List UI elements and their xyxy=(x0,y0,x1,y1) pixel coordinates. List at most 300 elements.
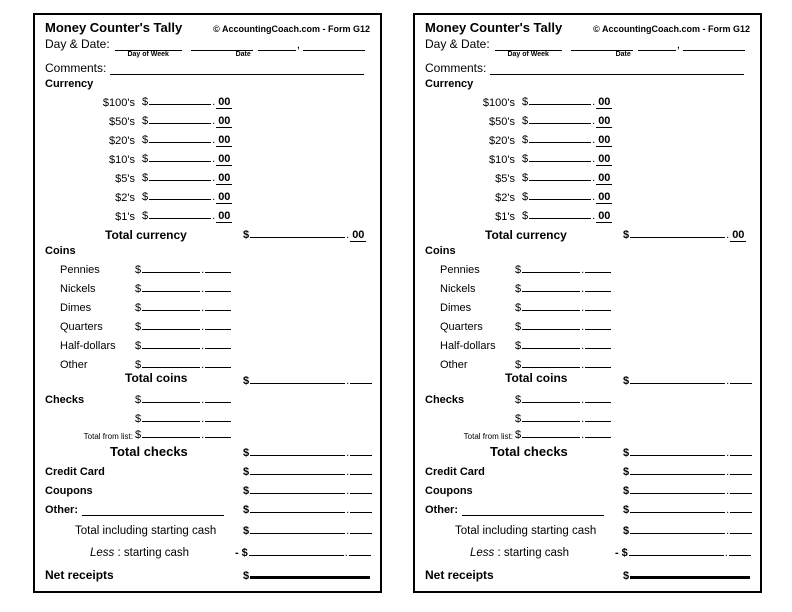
decimal-point: . xyxy=(201,302,205,314)
fixed-cents: 00 xyxy=(598,153,611,165)
amount-blank[interactable] xyxy=(142,426,200,438)
amount-blank[interactable] xyxy=(142,356,200,368)
amount-field xyxy=(522,131,612,147)
date-month-field[interactable] xyxy=(571,38,633,51)
dollar-sign: $ xyxy=(142,210,149,222)
amount-blank[interactable] xyxy=(529,150,591,162)
checks-header-label: Checks xyxy=(425,394,465,406)
amount-field xyxy=(142,150,232,166)
coins-row-quarters xyxy=(423,317,752,336)
amount-field xyxy=(522,188,612,204)
date-field-group xyxy=(571,38,676,58)
amount-field xyxy=(515,299,611,314)
fixed-cents: 00 xyxy=(218,134,231,146)
currency-row-1s xyxy=(43,207,372,226)
amount-blank[interactable] xyxy=(630,565,750,579)
comments-row xyxy=(45,61,372,78)
amount-field xyxy=(515,280,611,295)
denomination-label: $50's xyxy=(109,116,135,128)
fixed-cents: 00 xyxy=(598,115,611,127)
coupons-row xyxy=(43,481,372,500)
cents-blank[interactable] xyxy=(349,544,371,556)
total-coins-label: Total coins xyxy=(505,371,568,385)
fixed-cents: 00 xyxy=(218,172,231,184)
amount-field xyxy=(142,93,232,109)
decimal-point: . xyxy=(212,134,216,146)
dollar-sign: $ xyxy=(243,447,250,459)
amount-blank[interactable] xyxy=(630,463,725,475)
cents-blank[interactable] xyxy=(350,522,372,534)
currency-row-2s xyxy=(43,188,372,207)
cents-blank[interactable] xyxy=(730,501,752,513)
comments-field[interactable] xyxy=(110,62,364,75)
amount-blank[interactable] xyxy=(142,280,200,292)
amount-field xyxy=(522,93,612,109)
dollar-sign: $ xyxy=(135,340,142,352)
cents-blank[interactable] xyxy=(205,261,231,273)
denomination-label: $1's xyxy=(495,211,515,223)
amount-blank[interactable] xyxy=(630,444,725,456)
cents-blank[interactable] xyxy=(205,299,231,311)
day-date-row xyxy=(425,33,752,61)
amount-blank[interactable] xyxy=(629,544,724,556)
total-including-label: Total including starting cash xyxy=(75,525,217,537)
currency-row-20s xyxy=(43,131,372,150)
coins-section-header xyxy=(45,245,372,260)
dollar-sign: $ xyxy=(515,340,522,352)
amount-field xyxy=(142,169,232,185)
decimal-point: . xyxy=(581,359,585,371)
total-coins-amount xyxy=(243,372,372,387)
amount-blank[interactable] xyxy=(630,372,725,384)
date-month-field[interactable] xyxy=(191,38,253,51)
decimal-point: . xyxy=(592,172,596,184)
credit-card-row xyxy=(423,462,752,481)
coupons-label: Coupons xyxy=(45,485,93,497)
dollar-sign: $ xyxy=(522,96,529,108)
amount-field xyxy=(142,207,232,223)
dollar-sign: $ xyxy=(243,525,250,537)
amount-field xyxy=(135,356,231,371)
dollar-sign: $ xyxy=(623,447,630,459)
currency-row-5s xyxy=(423,169,752,188)
cents-blank[interactable] xyxy=(729,544,751,556)
other-description-field[interactable] xyxy=(82,504,224,516)
currency-row-1s xyxy=(423,207,752,226)
dollar-sign: $ xyxy=(142,172,149,184)
dollar-sign: $ xyxy=(142,134,149,146)
amount-field xyxy=(135,426,231,441)
currency-row-50s xyxy=(43,112,372,131)
amount-blank[interactable] xyxy=(250,522,345,534)
dollar-sign: $ xyxy=(135,321,142,333)
amount-blank[interactable] xyxy=(522,280,580,292)
coin-label: Half-dollars xyxy=(60,340,116,352)
dollar-sign: $ xyxy=(623,466,630,478)
cents-blank[interactable] xyxy=(585,261,611,273)
total-from-list-label: Total from list: xyxy=(463,432,513,441)
amount-blank[interactable] xyxy=(142,410,200,422)
total-currency-label: Total currency xyxy=(105,228,187,242)
cents-blank[interactable] xyxy=(205,337,231,349)
cents-blank[interactable] xyxy=(205,280,231,292)
decimal-point: . xyxy=(212,210,216,222)
amount-field xyxy=(142,188,232,204)
amount-field xyxy=(522,169,612,185)
comma: , xyxy=(676,37,681,51)
fixed-cents: 00 xyxy=(218,115,231,127)
amount-blank[interactable] xyxy=(250,482,345,494)
amount-field xyxy=(515,391,611,406)
decimal-point: . xyxy=(212,115,216,127)
decimal-point: . xyxy=(201,359,205,371)
decimal-point: . xyxy=(212,191,216,203)
cents-blank[interactable] xyxy=(730,463,752,475)
amount-blank[interactable] xyxy=(250,565,370,579)
amount-blank[interactable] xyxy=(529,93,591,105)
cents-blank[interactable] xyxy=(205,426,231,438)
currency-row-20s xyxy=(423,131,752,150)
day-date-label: Day & Date: xyxy=(425,37,490,51)
total-including-label: Total including starting cash xyxy=(455,525,597,537)
decimal-point: . xyxy=(592,191,596,203)
amount-blank[interactable] xyxy=(522,261,580,273)
decimal-point: . xyxy=(726,375,730,387)
decimal-point: . xyxy=(581,283,585,295)
coin-label: Dimes xyxy=(60,302,92,314)
date-field-group xyxy=(191,38,296,58)
dollar-sign: $ xyxy=(142,191,149,203)
less-starting-cash-amount xyxy=(615,544,751,559)
minus-sign: - xyxy=(235,547,239,559)
total-currency-row xyxy=(423,226,752,245)
credit-card-row xyxy=(43,462,372,481)
amount-field xyxy=(515,261,611,276)
decimal-point: . xyxy=(344,547,348,559)
amount-blank[interactable] xyxy=(522,356,580,368)
fixed-cents: 00 xyxy=(218,191,231,203)
amount-field xyxy=(515,410,611,425)
dollar-sign: $ xyxy=(135,413,142,425)
currency-row-2s xyxy=(423,188,752,207)
copyright-icon: © xyxy=(593,24,600,34)
tally-form xyxy=(413,13,762,593)
checks-row-1 xyxy=(423,390,752,409)
currency-row-100s xyxy=(423,93,752,112)
less-rest: : starting cash xyxy=(114,547,190,559)
date-sublabel: Date xyxy=(235,51,251,58)
other-row xyxy=(43,500,372,519)
denomination-label: $10's xyxy=(489,154,515,166)
cents-blank[interactable] xyxy=(205,356,231,368)
cents-blank[interactable] xyxy=(350,501,372,513)
net-receipts-label: Net receipts xyxy=(425,568,494,582)
amount-blank[interactable] xyxy=(630,482,725,494)
day-of-week-field[interactable] xyxy=(115,38,182,58)
dollar-sign: $ xyxy=(241,547,248,559)
cents-blank[interactable] xyxy=(585,280,611,292)
total-coins-row xyxy=(43,371,372,390)
amount-field xyxy=(135,280,231,295)
denomination-label: $100's xyxy=(102,97,135,109)
cents-blank[interactable] xyxy=(205,391,231,403)
denomination-label: $1's xyxy=(115,211,135,223)
decimal-point: . xyxy=(581,340,585,352)
amount-field xyxy=(135,318,231,333)
date-sublabel: Date xyxy=(615,51,631,58)
net-receipts-row xyxy=(43,562,372,585)
amount-blank[interactable] xyxy=(630,226,725,238)
dollar-sign: $ xyxy=(515,302,522,314)
fixed-cents: 00 xyxy=(352,229,365,241)
cents-blank[interactable] xyxy=(730,522,752,534)
fixed-cents: 00 xyxy=(598,210,611,222)
decimal-point: . xyxy=(726,447,730,459)
coins-row-pennies xyxy=(43,260,372,279)
cents-blank[interactable] xyxy=(585,356,611,368)
less-word: Less xyxy=(90,547,115,559)
net-receipts-label: Net receipts xyxy=(45,568,114,582)
cents-blank[interactable] xyxy=(585,299,611,311)
amount-blank[interactable] xyxy=(529,188,591,200)
total-from-list-label: Total from list: xyxy=(83,432,133,441)
dollar-sign: $ xyxy=(135,283,142,295)
amount-field xyxy=(135,410,231,425)
amount-blank[interactable] xyxy=(149,188,211,200)
credit-card-label: Credit Card xyxy=(425,466,485,478)
coins-row-dimes xyxy=(423,298,752,317)
amount-field xyxy=(135,299,231,314)
decimal-point: . xyxy=(201,340,205,352)
amount-field xyxy=(142,112,232,128)
minus-sign: - xyxy=(615,547,619,559)
fixed-cents: 00 xyxy=(598,191,611,203)
cents-blank[interactable] xyxy=(585,318,611,330)
dollar-sign: $ xyxy=(135,429,142,441)
currency-header-label: Currency xyxy=(425,78,474,90)
amount-blank[interactable] xyxy=(522,337,580,349)
total-checks-label: Total checks xyxy=(110,444,188,459)
amount-blank[interactable] xyxy=(149,131,211,143)
amount-blank[interactable] xyxy=(630,522,725,534)
date-day-field[interactable] xyxy=(258,38,296,51)
total-including-row xyxy=(43,519,372,540)
coin-label: Nickels xyxy=(60,283,96,295)
amount-blank[interactable] xyxy=(630,501,725,513)
day-of-week-sublabel: Day of Week xyxy=(127,51,169,58)
currency-section-header xyxy=(45,78,372,93)
dollar-sign: $ xyxy=(135,394,142,406)
decimal-point: . xyxy=(346,485,350,497)
cents-blank[interactable] xyxy=(730,482,752,494)
tally-form xyxy=(33,13,382,593)
dollar-sign: $ xyxy=(243,466,250,478)
coin-label: Half-dollars xyxy=(440,340,496,352)
less-starting-cash-amount xyxy=(235,544,371,559)
total-including-amount xyxy=(623,522,752,537)
total-currency-amount xyxy=(243,226,366,242)
amount-blank[interactable] xyxy=(142,299,200,311)
amount-blank[interactable] xyxy=(522,426,580,438)
dollar-sign: $ xyxy=(623,570,630,582)
comments-label: Comments: xyxy=(45,61,107,75)
coin-label: Nickels xyxy=(440,283,476,295)
coins-row-dimes xyxy=(43,298,372,317)
amount-blank[interactable] xyxy=(529,131,591,143)
date-year-field[interactable] xyxy=(683,38,745,51)
cents-blank[interactable] xyxy=(350,463,372,475)
decimal-point: . xyxy=(346,525,350,537)
credit-card-amount xyxy=(623,463,752,478)
form-title: Money Counter's Tally xyxy=(425,20,563,35)
decimal-point: . xyxy=(581,264,585,276)
currency-header-label: Currency xyxy=(45,78,94,90)
less-starting-cash-label xyxy=(90,547,189,559)
decimal-point: . xyxy=(592,210,596,222)
cents-blank[interactable] xyxy=(730,372,752,384)
amount-blank[interactable] xyxy=(522,410,580,422)
denomination-label: $20's xyxy=(489,135,515,147)
dollar-sign: $ xyxy=(515,283,522,295)
cents-blank[interactable] xyxy=(585,426,611,438)
cents-blank[interactable] xyxy=(205,410,231,422)
checks-row-1 xyxy=(43,390,372,409)
denomination-label: $10's xyxy=(109,154,135,166)
date-year-field[interactable] xyxy=(303,38,365,51)
total-coins-row xyxy=(423,371,752,390)
decimal-point: . xyxy=(201,429,205,441)
decimal-point: . xyxy=(581,394,585,406)
decimal-point: . xyxy=(212,96,216,108)
coins-row-quarters xyxy=(43,317,372,336)
amount-field xyxy=(135,391,231,406)
total-currency-amount xyxy=(623,226,746,242)
dollar-sign: $ xyxy=(623,229,630,241)
amount-blank[interactable] xyxy=(249,544,344,556)
amount-blank[interactable] xyxy=(142,391,200,403)
cents-blank[interactable] xyxy=(585,337,611,349)
cents-blank[interactable] xyxy=(205,318,231,330)
denomination-label: $20's xyxy=(109,135,135,147)
decimal-point: . xyxy=(726,525,730,537)
denomination-label: $5's xyxy=(115,173,135,185)
comments-field[interactable] xyxy=(490,62,744,75)
currency-section-header xyxy=(425,78,752,93)
coins-header-label: Coins xyxy=(425,245,456,257)
amount-field xyxy=(135,261,231,276)
amount-blank[interactable] xyxy=(529,169,591,181)
currency-row-50s xyxy=(423,112,752,131)
total-checks-label: Total checks xyxy=(490,444,568,459)
decimal-point: . xyxy=(212,172,216,184)
amount-blank[interactable] xyxy=(522,318,580,330)
total-including-amount xyxy=(243,522,372,537)
other-amount xyxy=(623,501,752,516)
cents-blank[interactable] xyxy=(350,482,372,494)
date-day-field[interactable] xyxy=(638,38,676,51)
amount-blank[interactable] xyxy=(250,226,345,238)
dollar-sign: $ xyxy=(515,359,522,371)
amount-field xyxy=(142,131,232,147)
cents-blank[interactable] xyxy=(350,372,372,384)
dollar-sign: $ xyxy=(522,134,529,146)
coupons-row xyxy=(423,481,752,500)
cents-blank[interactable] xyxy=(585,391,611,403)
amount-field xyxy=(515,356,611,371)
dollar-sign: $ xyxy=(515,264,522,276)
amount-blank[interactable] xyxy=(142,318,200,330)
fixed-cents: 00 xyxy=(598,134,611,146)
amount-blank[interactable] xyxy=(250,444,345,456)
dollar-sign: $ xyxy=(515,413,522,425)
amount-blank[interactable] xyxy=(250,372,345,384)
amount-field xyxy=(522,112,612,128)
amount-blank[interactable] xyxy=(142,337,200,349)
less-rest: : starting cash xyxy=(494,547,570,559)
fixed-cents: 00 xyxy=(218,96,231,108)
decimal-point: . xyxy=(212,153,216,165)
credit-card-amount xyxy=(243,463,372,478)
cents-blank[interactable] xyxy=(585,410,611,422)
cents-blank[interactable] xyxy=(350,444,372,456)
day-of-week-field[interactable] xyxy=(495,38,562,58)
decimal-point: . xyxy=(581,429,585,441)
fixed-cents: 00 xyxy=(732,229,745,241)
fixed-cents: 00 xyxy=(598,96,611,108)
fixed-cents: 00 xyxy=(218,153,231,165)
currency-row-100s xyxy=(43,93,372,112)
decimal-point: . xyxy=(581,302,585,314)
amount-field xyxy=(522,207,612,223)
coin-label: Pennies xyxy=(440,264,480,276)
dollar-sign: $ xyxy=(135,264,142,276)
amount-blank[interactable] xyxy=(149,112,211,124)
coin-label: Quarters xyxy=(60,321,103,333)
amount-blank[interactable] xyxy=(149,93,211,105)
total-coins-label: Total coins xyxy=(125,371,188,385)
dollar-sign: $ xyxy=(522,191,529,203)
decimal-point: . xyxy=(346,504,350,516)
amount-blank[interactable] xyxy=(250,501,345,513)
coin-label: Other xyxy=(60,359,88,371)
decimal-point: . xyxy=(592,153,596,165)
denomination-label: $2's xyxy=(115,192,135,204)
total-checks-amount xyxy=(623,444,752,459)
currency-row-5s xyxy=(43,169,372,188)
other-row xyxy=(423,500,752,519)
fixed-cents: 00 xyxy=(598,172,611,184)
amount-blank[interactable] xyxy=(522,391,580,403)
total-checks-row xyxy=(43,444,372,462)
amount-blank[interactable] xyxy=(529,207,591,219)
cents-blank[interactable] xyxy=(730,444,752,456)
coins-row-halfdollars xyxy=(423,336,752,355)
amount-blank[interactable] xyxy=(149,207,211,219)
amount-blank[interactable] xyxy=(149,150,211,162)
currency-row-10s xyxy=(43,150,372,169)
amount-blank[interactable] xyxy=(529,112,591,124)
less-starting-cash-row xyxy=(423,540,752,562)
dollar-sign: $ xyxy=(623,375,630,387)
other-description-field[interactable] xyxy=(462,504,604,516)
amount-blank[interactable] xyxy=(142,261,200,273)
dollar-sign: $ xyxy=(142,96,149,108)
amount-blank[interactable] xyxy=(149,169,211,181)
checks-header-label: Checks xyxy=(45,394,85,406)
day-date-row xyxy=(45,33,372,61)
amount-blank[interactable] xyxy=(522,299,580,311)
amount-blank[interactable] xyxy=(250,463,345,475)
